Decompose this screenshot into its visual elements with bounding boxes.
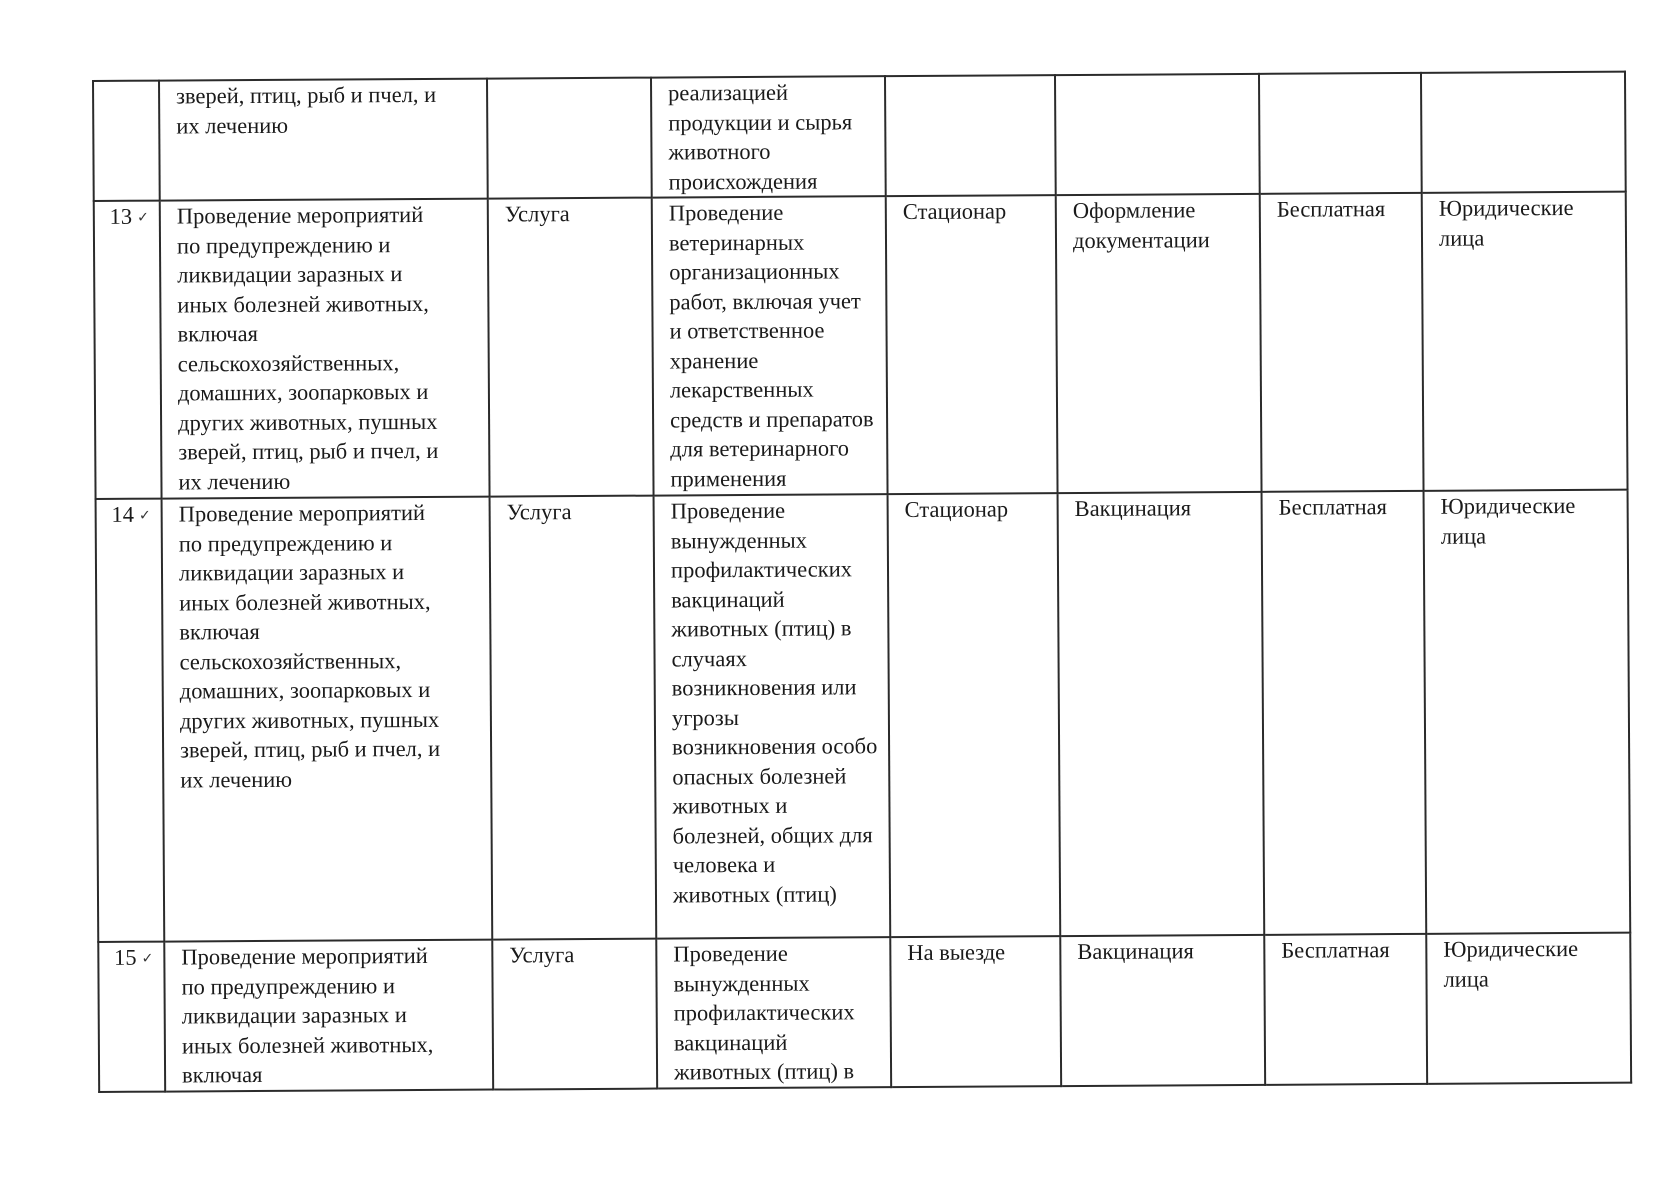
place-cell bbox=[890, 936, 1061, 1087]
service-type: Услуга bbox=[504, 201, 570, 227]
recipient-cell bbox=[1426, 933, 1631, 1084]
event-description: Проведение мероприятий по предупреждению и ликвидации заразных и иных болезней животных, включая bbox=[181, 942, 434, 1088]
row-number-cell bbox=[96, 499, 165, 942]
service-action bbox=[1072, 75, 1250, 76]
recipient-category bbox=[1438, 73, 1616, 74]
table-row-14 bbox=[96, 490, 1631, 942]
service-action: Вакцинация bbox=[1077, 938, 1194, 964]
table-row-13 bbox=[94, 192, 1628, 499]
service-type: Услуга bbox=[509, 942, 575, 968]
type-cell bbox=[487, 78, 652, 199]
content-cell bbox=[652, 196, 888, 495]
recipient-cell bbox=[1421, 72, 1626, 193]
service-place bbox=[902, 76, 1046, 77]
row-number: 14 bbox=[111, 501, 134, 527]
service-action: Оформление документации bbox=[1072, 197, 1210, 253]
description-cell bbox=[164, 940, 493, 1092]
type-cell bbox=[488, 198, 654, 497]
event-description: Проведение мероприятий по предупреждению и ликвидации заразных и иных болезней животных, включая сельскохозяйственных, домашних, зоопарковых и других животных, пушных зверей, птиц, рыб и пчел, и их лечению bbox=[176, 201, 439, 494]
table-row-continuation bbox=[93, 72, 1626, 201]
table-row-15 bbox=[98, 933, 1631, 1092]
recipient-category: Юридические лица bbox=[1438, 194, 1574, 251]
action-cell bbox=[1056, 194, 1262, 493]
content-cell bbox=[651, 76, 886, 197]
row-number: 15 bbox=[114, 944, 137, 970]
event-description: Проведение мероприятий по предупреждению и ликвидации заразных и иных болезней животных, включая сельскохозяйственных, домашних, зоопарковых и других животных, пушных зверей, птиц, рыб и пчел, и их лечению bbox=[178, 499, 441, 792]
service-place: Стационар bbox=[902, 198, 1007, 225]
service-place: На выезде bbox=[907, 939, 1006, 966]
service-type bbox=[504, 79, 642, 80]
row-number-cell bbox=[93, 81, 160, 201]
place-cell bbox=[888, 493, 1061, 937]
service-content: Проведение ветеринарных организационных работ, включая учет и ответственное хранение лекарственных средств и препаратов для ветеринарного применения bbox=[668, 199, 874, 491]
payment-cell bbox=[1259, 73, 1422, 194]
row-number: 13 bbox=[109, 203, 133, 229]
check-mark: ✓ bbox=[138, 508, 151, 524]
description-cell bbox=[160, 199, 490, 499]
action-cell bbox=[1060, 935, 1265, 1086]
action-cell bbox=[1055, 74, 1260, 195]
check-mark: ✓ bbox=[141, 951, 154, 967]
event-description: зверей, птиц, рыб и пчел, и их лечению bbox=[176, 81, 437, 138]
content-cell bbox=[654, 494, 891, 938]
service-action: Вакцинация bbox=[1074, 495, 1192, 522]
row-number-cell bbox=[98, 942, 165, 1092]
content-cell bbox=[656, 937, 891, 1088]
action-cell bbox=[1058, 492, 1265, 936]
payment-type: Бесплатная bbox=[1281, 937, 1390, 963]
description-cell bbox=[159, 79, 488, 201]
description-cell bbox=[162, 497, 493, 942]
service-place: Стационар bbox=[904, 496, 1009, 523]
payment-cell bbox=[1262, 491, 1427, 935]
payment-type: Бесплатная bbox=[1278, 494, 1388, 520]
place-cell bbox=[885, 75, 1056, 196]
row-number-cell bbox=[94, 201, 162, 499]
recipient-cell bbox=[1422, 192, 1628, 491]
service-type: Услуга bbox=[506, 499, 572, 525]
service-content: Проведение вынужденных профилактических вакцинаций животных (птиц) в случаях возникновения или угрозы возникновения особо опасных болезней животных и болезней, общих для человека и животных (птиц) bbox=[670, 497, 878, 907]
payment-cell bbox=[1260, 193, 1424, 492]
payment-type: Бесплатная bbox=[1276, 196, 1386, 222]
type-cell bbox=[490, 496, 657, 940]
place-cell bbox=[886, 195, 1058, 494]
recipient-category: Юридические лица bbox=[1440, 492, 1576, 549]
services-table bbox=[92, 71, 1632, 1093]
recipient-cell bbox=[1424, 490, 1631, 934]
service-content: реализацией продукции и сырья животного происхождения bbox=[668, 79, 853, 194]
recipient-category: Юридические лица bbox=[1443, 935, 1579, 992]
payment-cell bbox=[1264, 934, 1427, 1085]
type-cell bbox=[492, 939, 657, 1090]
service-content: Проведение вынужденных профилактических вакцинаций животных (птиц) в bbox=[673, 940, 855, 1085]
payment-type bbox=[1276, 74, 1412, 75]
check-mark: ✓ bbox=[137, 210, 149, 226]
